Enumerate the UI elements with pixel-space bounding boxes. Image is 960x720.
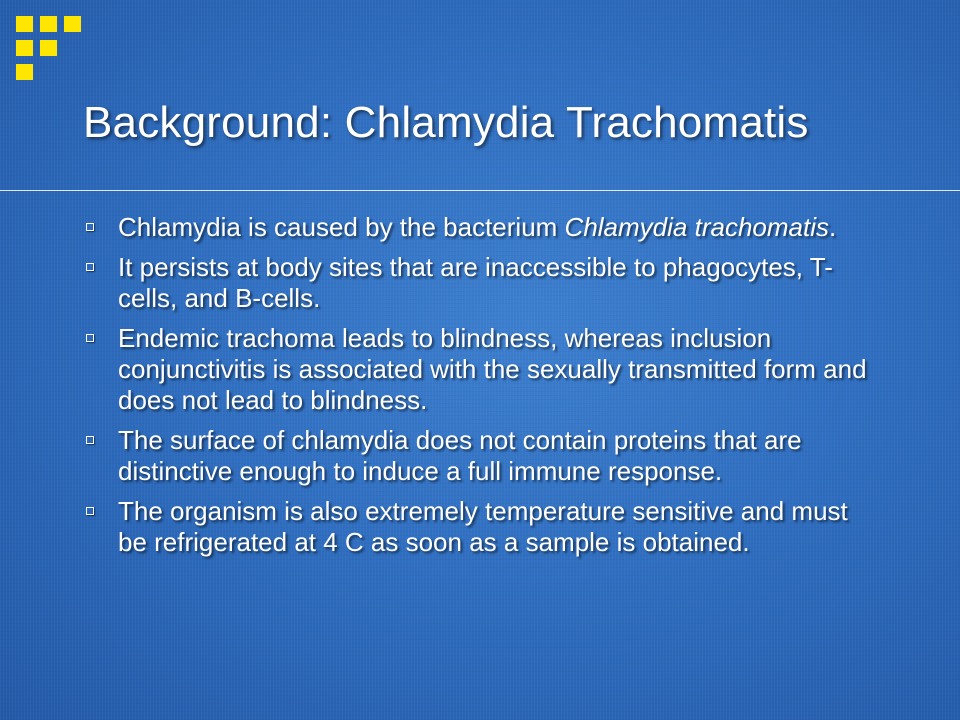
- square-bullet-icon: [86, 263, 94, 271]
- bullet-item: [82, 212, 882, 243]
- bullet-item: [82, 425, 882, 487]
- square-bullet-icon: [86, 507, 94, 515]
- logo-square: [16, 40, 33, 56]
- square-bullet-icon: [86, 223, 94, 231]
- yellow-squares-logo-icon: [14, 14, 84, 84]
- logo-square: [40, 40, 57, 56]
- bullet-list: [82, 212, 882, 567]
- logo-square: [40, 16, 57, 32]
- title-divider: [0, 190, 960, 191]
- bullet-text: It persists at body sites that are inaccessible to phagocytes, T-cells, and B-cells.: [118, 252, 833, 313]
- bullet-italic-text: Chlamydia trachomatis: [564, 212, 829, 242]
- bullet-text: The organism is also extremely temperature sensitive and must be refrigerated at 4 C as soon as a sample is obtained.: [118, 496, 848, 557]
- bullet-item: [82, 496, 882, 558]
- logo-square: [64, 16, 81, 32]
- logo-square: [16, 64, 33, 80]
- bullet-item: [82, 323, 882, 416]
- bullet-text: Chlamydia is caused by the bacterium: [118, 212, 565, 242]
- bullet-item: [82, 252, 882, 314]
- bullet-text: The surface of chlamydia does not contain proteins that are distinctive enough to induce a full immune response.: [118, 425, 802, 486]
- slide-title: Background: Chlamydia Trachomatis: [83, 98, 809, 147]
- square-bullet-icon: [86, 334, 94, 342]
- logo-square: [16, 16, 33, 32]
- bullet-text-suffix: .: [828, 212, 837, 242]
- bullet-text: Endemic trachoma leads to blindness, whereas inclusion conjunctivitis is associated with the sexually transmitted form and does not lead to blindness.: [118, 323, 867, 415]
- square-bullet-icon: [86, 436, 94, 444]
